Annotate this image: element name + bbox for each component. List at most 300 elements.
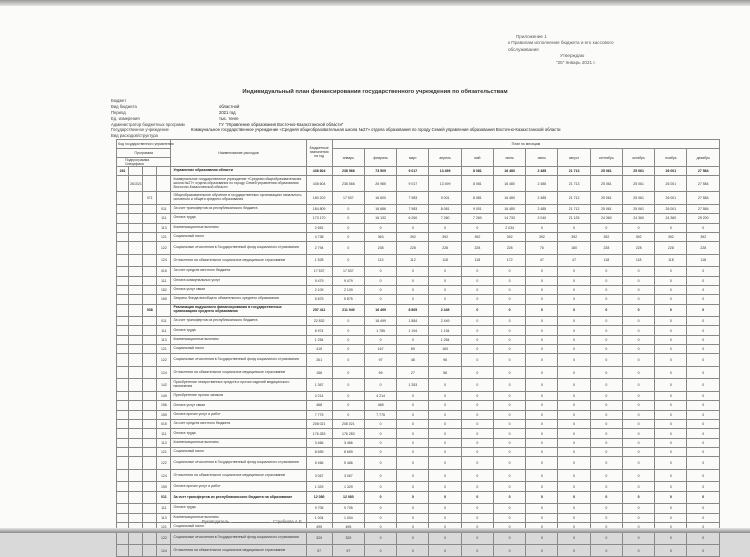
month-amount-cell: 0 xyxy=(461,223,493,232)
month-amount-cell: 76 xyxy=(526,242,558,255)
month-amount-cell: 0 xyxy=(461,410,493,419)
code-cell xyxy=(129,345,143,354)
table-row xyxy=(117,391,720,400)
month-amount-cell: 118 xyxy=(429,254,461,267)
code-cell: 122 xyxy=(157,242,171,255)
month-amount-cell: 0 xyxy=(493,335,525,344)
month-amount-cell: 1 194 xyxy=(429,326,461,335)
month-amount-cell: 0 xyxy=(397,438,429,447)
month-amount-cell: 392 xyxy=(397,232,429,241)
month-amount-cell: 1 329 xyxy=(332,482,364,491)
month-amount-cell: 0 xyxy=(558,379,590,392)
month-amount-cell: 0 xyxy=(655,326,687,335)
code-cell xyxy=(117,242,129,255)
meta-value: областной xyxy=(219,103,240,109)
code-cell xyxy=(117,482,129,491)
month-amount-cell: 0 xyxy=(558,295,590,304)
code-cell xyxy=(143,345,157,354)
month-amount-cell: 17 537 xyxy=(332,192,364,205)
code-cell xyxy=(143,354,157,367)
month-amount-cell: 0 xyxy=(364,295,396,304)
header-month: июнь xyxy=(493,149,525,167)
table-row xyxy=(117,176,720,192)
annual-amount-cell: 9 479 xyxy=(306,276,332,285)
expense-name-cell: Отчисления на обязательное социальное медицинское страхование xyxy=(171,366,306,379)
code-cell xyxy=(143,366,157,379)
month-amount-cell: 0 xyxy=(526,391,558,400)
month-amount-cell: 0 xyxy=(526,544,558,557)
month-amount-cell: 0 xyxy=(526,401,558,410)
month-amount-cell: 0 xyxy=(493,438,525,447)
meta-value: Коммунальное государственное учреждение «Средняя общеобразовательная школа №27» отдела образования по городу Семей управления образования Восточно-Казахстанской области xyxy=(191,127,561,133)
table-row xyxy=(117,254,720,267)
month-amount-cell: 0 xyxy=(622,276,654,285)
month-amount-cell: 0 xyxy=(429,295,461,304)
month-amount-cell: 0 xyxy=(590,267,622,276)
month-amount-cell: 2 485 xyxy=(526,167,558,176)
month-amount-cell: 0 xyxy=(364,457,396,470)
signature-block xyxy=(202,519,303,524)
month-amount-cell: 0 xyxy=(558,513,590,522)
code-cell xyxy=(129,204,143,213)
code-cell xyxy=(117,429,129,438)
month-amount-cell: 0 xyxy=(429,532,461,545)
month-amount-cell: 0 xyxy=(590,457,622,470)
month-amount-cell: 0 xyxy=(687,354,720,367)
month-amount-cell: 27 584 xyxy=(687,167,720,176)
month-amount-cell: 0 xyxy=(590,513,622,522)
annual-amount-cell: 436 604 xyxy=(306,176,332,192)
month-amount-cell: 0 xyxy=(590,335,622,344)
month-amount-cell: 1 194 xyxy=(397,326,429,335)
code-cell xyxy=(117,544,129,557)
month-amount-cell: 0 xyxy=(493,317,525,326)
month-amount-cell: 97 xyxy=(364,354,396,367)
month-amount-cell: 0 xyxy=(655,317,687,326)
month-amount-cell: 0 xyxy=(526,438,558,447)
month-amount-cell: 0 xyxy=(558,354,590,367)
month-amount-cell: 0 xyxy=(493,366,525,379)
month-amount-cell: 0 xyxy=(461,420,493,429)
month-amount-cell: 0 xyxy=(655,457,687,470)
month-amount-cell: 0 xyxy=(493,276,525,285)
month-amount-cell: 118 xyxy=(461,254,493,267)
month-amount-cell: 0 xyxy=(493,513,525,522)
expense-name-cell: Оплата труда xyxy=(171,504,306,513)
month-amount-cell: 0 xyxy=(558,410,590,419)
month-amount-cell: 0 xyxy=(429,401,461,410)
month-amount-cell: 0 xyxy=(558,429,590,438)
month-amount-cell: 2 040 xyxy=(526,214,558,223)
month-amount-cell: 228 xyxy=(687,242,720,255)
month-amount-cell: 228 xyxy=(397,242,429,255)
code-cell xyxy=(117,345,129,354)
code-cell xyxy=(157,176,171,192)
month-amount-cell: 0 xyxy=(493,420,525,429)
month-amount-cell: 0 xyxy=(332,317,364,326)
month-amount-cell: 0 xyxy=(655,366,687,379)
month-amount-cell: 0 xyxy=(590,295,622,304)
month-amount-cell: 13 499 xyxy=(429,167,461,176)
month-amount-cell: 0 xyxy=(332,223,364,232)
code-cell xyxy=(117,457,129,470)
code-cell: 121 xyxy=(157,345,171,354)
month-amount-cell: 0 xyxy=(397,469,429,482)
month-amount-cell: 0 xyxy=(655,420,687,429)
month-amount-cell: 0 xyxy=(558,304,590,317)
month-amount-cell: 0 xyxy=(429,267,461,276)
expense-name-cell: Социальный налог xyxy=(171,448,306,457)
month-amount-cell: 0 xyxy=(622,401,654,410)
code-cell xyxy=(143,254,157,267)
month-amount-cell: 8 081 xyxy=(429,204,461,213)
signature-line xyxy=(232,522,270,523)
code-cell xyxy=(117,276,129,285)
month-amount-cell: 0 xyxy=(526,366,558,379)
month-amount-cell: 0 xyxy=(461,401,493,410)
month-amount-cell: 0 xyxy=(590,448,622,457)
month-amount-cell: 5 466 xyxy=(332,457,364,470)
month-amount-cell: 0 xyxy=(590,345,622,354)
month-amount-cell: 5 875 xyxy=(332,295,364,304)
code-cell xyxy=(117,391,129,400)
code-cell xyxy=(117,420,129,429)
month-amount-cell: 228 xyxy=(590,242,622,255)
table-row xyxy=(117,410,720,419)
month-amount-cell: 468 xyxy=(364,401,396,410)
month-amount-cell: 0 xyxy=(526,317,558,326)
code-cell xyxy=(117,326,129,335)
annual-amount-cell: 12 080 xyxy=(306,491,332,504)
month-amount-cell: 0 xyxy=(622,379,654,392)
table-row xyxy=(117,167,720,176)
code-cell xyxy=(143,204,157,213)
table-row xyxy=(117,366,720,379)
code-cell: 113 xyxy=(157,335,171,344)
month-amount-cell: 8 081 xyxy=(461,167,493,176)
code-cell xyxy=(117,366,129,379)
code-cell xyxy=(143,429,157,438)
meta-label: Период xyxy=(111,109,126,115)
month-amount-cell: 0 xyxy=(687,448,720,457)
header-month: ноябрь xyxy=(655,149,687,167)
month-amount-cell: 0 xyxy=(655,379,687,392)
meta-label: Бюджет xyxy=(111,98,127,103)
month-amount-cell: 0 xyxy=(687,491,720,504)
month-amount-cell: 0 xyxy=(622,317,654,326)
month-amount-cell: 0 xyxy=(332,214,364,223)
month-amount-cell: 89 xyxy=(397,345,429,354)
month-amount-cell: 118 xyxy=(590,254,622,267)
month-amount-cell: 0 xyxy=(461,285,493,294)
month-amount-cell: 0 xyxy=(655,401,687,410)
month-amount-cell: 0 xyxy=(655,295,687,304)
annual-amount-cell: 22 832 xyxy=(306,317,332,326)
table-row xyxy=(117,192,720,205)
header-plan: План по месяцам xyxy=(332,140,719,149)
annual-amount-cell: 97 xyxy=(306,544,332,557)
month-amount-cell: 0 xyxy=(590,482,622,491)
month-amount-cell: 0 xyxy=(461,504,493,513)
month-amount-cell: 0 xyxy=(590,544,622,557)
month-amount-cell: 0 xyxy=(655,285,687,294)
month-amount-cell: 0 xyxy=(622,391,654,400)
month-amount-cell: 0 xyxy=(526,304,558,317)
code-cell xyxy=(143,448,157,457)
month-amount-cell: 0 xyxy=(622,420,654,429)
month-amount-cell: 0 xyxy=(622,304,654,317)
month-amount-cell: 0 xyxy=(397,544,429,557)
month-amount-cell: 0 xyxy=(558,448,590,457)
month-amount-cell: 0 xyxy=(461,295,493,304)
code-cell xyxy=(129,366,143,379)
code-cell xyxy=(129,401,143,410)
month-amount-cell: 0 xyxy=(687,304,720,317)
document-title: Индивидуальный план финансирования государственного учреждения по обязательствам xyxy=(242,89,508,95)
month-amount-cell: 16 480 xyxy=(493,176,525,192)
annex-label: Приложение 1 xyxy=(516,34,547,39)
code-cell xyxy=(129,276,143,285)
month-amount-cell: 0 xyxy=(526,504,558,513)
month-amount-cell: 0 xyxy=(429,379,461,392)
code-cell xyxy=(143,267,157,276)
month-amount-cell: 0 xyxy=(687,335,720,344)
month-amount-cell: 0 xyxy=(493,285,525,294)
month-amount-cell: 0 xyxy=(429,410,461,419)
annual-amount-cell: 180 202 xyxy=(306,192,332,205)
month-amount-cell: 0 xyxy=(461,438,493,447)
month-amount-cell: 0 xyxy=(655,391,687,400)
month-amount-cell: 0 xyxy=(461,379,493,392)
code-cell xyxy=(129,295,143,304)
code-cell: 111 xyxy=(157,429,171,438)
expense-name-cell: Компенсационные выплаты xyxy=(171,223,306,232)
month-amount-cell: 0 xyxy=(526,345,558,354)
expense-name-cell: За счет трансфертов из республиканского бюджета xyxy=(171,317,306,326)
table-row xyxy=(117,482,720,491)
code-cell xyxy=(117,469,129,482)
month-amount-cell: 392 xyxy=(429,232,461,241)
month-amount-cell: 0 xyxy=(526,410,558,419)
month-amount-cell: 26 001 xyxy=(655,176,687,192)
month-amount-cell: 16 480 xyxy=(493,167,525,176)
table-row xyxy=(117,469,720,482)
month-amount-cell: 0 xyxy=(493,457,525,470)
code-cell: 124 xyxy=(157,469,171,482)
month-amount-cell: 0 xyxy=(590,223,622,232)
expense-name-cell: Оплата труда xyxy=(171,214,306,223)
annual-amount-cell: 7 775 xyxy=(306,410,332,419)
month-amount-cell: 1 004 xyxy=(332,513,364,522)
code-cell: 159 xyxy=(157,410,171,419)
code-cell xyxy=(143,420,157,429)
table-row xyxy=(117,491,720,504)
month-amount-cell: 0 xyxy=(687,391,720,400)
expense-name-cell: Приобретение лекарственных средств и прочих изделий медицинского назначения xyxy=(171,379,306,392)
code-cell xyxy=(117,192,129,205)
code-cell xyxy=(117,295,129,304)
annex-line-1: к Правилам исполнения бюджета и его кассового xyxy=(508,40,614,46)
annual-amount-cell: 257 411 xyxy=(306,304,332,317)
code-cell xyxy=(117,267,129,276)
month-amount-cell: 16 600 xyxy=(364,192,396,205)
month-amount-cell: 0 xyxy=(558,267,590,276)
month-amount-cell: 0 xyxy=(526,285,558,294)
month-amount-cell: 0 xyxy=(622,482,654,491)
month-amount-cell: 0 xyxy=(429,544,461,557)
month-amount-cell: 0 xyxy=(590,438,622,447)
month-amount-cell: 0 xyxy=(364,469,396,482)
month-amount-cell: 0 xyxy=(687,366,720,379)
month-amount-cell: 0 xyxy=(687,457,720,470)
month-amount-cell: 9 705 xyxy=(332,504,364,513)
code-cell: 156 xyxy=(157,401,171,410)
month-amount-cell: 24 360 xyxy=(655,214,687,223)
month-amount-cell: 0 xyxy=(687,438,720,447)
month-amount-cell: 9 479 xyxy=(332,276,364,285)
month-amount-cell: 0 xyxy=(558,391,590,400)
month-amount-cell: 0 xyxy=(622,285,654,294)
month-amount-cell: 0 xyxy=(493,544,525,557)
code-cell xyxy=(117,438,129,447)
month-amount-cell: 3 466 xyxy=(332,438,364,447)
month-amount-cell: 0 xyxy=(558,469,590,482)
month-amount-cell: 228 xyxy=(461,242,493,255)
header-month: март xyxy=(397,149,429,167)
annual-amount-cell: 5 466 xyxy=(306,457,332,470)
month-amount-cell: 0 xyxy=(397,513,429,522)
month-amount-cell: 0 xyxy=(332,326,364,335)
month-amount-cell: 4 214 xyxy=(364,391,396,400)
approved-label: Утверждаю xyxy=(560,53,585,59)
code-cell xyxy=(117,285,129,294)
code-cell xyxy=(143,391,157,400)
annual-amount-cell: 184 809 xyxy=(306,204,332,213)
month-amount-cell: 0 xyxy=(397,391,429,400)
month-amount-cell: 0 xyxy=(397,482,429,491)
expense-name-cell: Оплата коммунальных услуг xyxy=(171,276,306,285)
month-amount-cell: 0 xyxy=(687,285,720,294)
month-amount-cell: 96 xyxy=(429,354,461,367)
code-cell: 111 xyxy=(157,276,171,285)
month-amount-cell: 0 xyxy=(526,457,558,470)
code-cell xyxy=(129,429,143,438)
expense-name-cell: Оплата услуг связи xyxy=(171,401,306,410)
month-amount-cell: 0 xyxy=(397,429,429,438)
code-cell xyxy=(129,438,143,447)
code-cell xyxy=(143,242,157,255)
code-cell xyxy=(117,410,129,419)
month-amount-cell: 0 xyxy=(622,544,654,557)
month-amount-cell: 0 xyxy=(526,532,558,545)
annual-amount-cell: 329 xyxy=(306,532,332,545)
month-amount-cell: 0 xyxy=(655,469,687,482)
code-cell xyxy=(157,192,171,205)
month-amount-cell: 392 xyxy=(687,232,720,241)
code-cell xyxy=(129,192,143,205)
code-cell xyxy=(143,410,157,419)
header-program: Программа xyxy=(117,149,171,158)
month-amount-cell: 0 xyxy=(332,335,364,344)
month-amount-cell: 0 xyxy=(558,401,590,410)
code-cell: 015 xyxy=(157,420,171,429)
month-amount-cell: 238 566 xyxy=(332,167,364,176)
month-amount-cell: 0 xyxy=(590,354,622,367)
code-cell xyxy=(129,317,143,326)
code-cell xyxy=(129,391,143,400)
month-amount-cell: 7 775 xyxy=(364,410,396,419)
month-amount-cell: 0 xyxy=(526,267,558,276)
month-amount-cell: 2 485 xyxy=(526,204,558,213)
code-cell xyxy=(117,354,129,367)
month-amount-cell: 392 xyxy=(526,232,558,241)
month-amount-cell: 0 xyxy=(526,335,558,344)
month-amount-cell: 97 xyxy=(332,544,364,557)
month-amount-cell: 0 xyxy=(687,532,720,545)
month-amount-cell: 0 xyxy=(493,401,525,410)
code-cell xyxy=(143,544,157,557)
month-amount-cell: 1 884 xyxy=(397,317,429,326)
code-cell xyxy=(129,513,143,522)
month-amount-cell: 9 017 xyxy=(397,167,429,176)
month-amount-cell: 0 xyxy=(687,513,720,522)
code-cell xyxy=(143,491,157,504)
month-amount-cell: 0 xyxy=(526,420,558,429)
code-cell xyxy=(129,491,143,504)
signature-label: Руководитель xyxy=(202,519,229,524)
expense-name-cell: За счет средств местного бюджета xyxy=(171,420,306,429)
month-amount-cell: 24 360 xyxy=(590,214,622,223)
month-amount-cell: 0 xyxy=(590,420,622,429)
month-amount-cell: 0 xyxy=(332,204,364,213)
header-month: январь xyxy=(332,149,364,167)
month-amount-cell: 0 xyxy=(687,544,720,557)
month-amount-cell: 0 xyxy=(590,366,622,379)
month-amount-cell: 0 xyxy=(493,354,525,367)
month-amount-cell: 0 xyxy=(397,295,429,304)
annual-amount-cell: 261 xyxy=(306,354,332,367)
month-amount-cell: 0 xyxy=(622,345,654,354)
month-amount-cell: 0 xyxy=(558,223,590,232)
approval-date: "25" январь 2021 г. xyxy=(556,59,596,65)
month-amount-cell: 12 080 xyxy=(332,491,364,504)
month-amount-cell: 8 805 xyxy=(397,304,429,317)
month-amount-cell: 25 061 xyxy=(622,204,654,213)
month-amount-cell: 0 xyxy=(493,491,525,504)
month-amount-cell: 0 xyxy=(558,532,590,545)
code-cell: 122 xyxy=(157,354,171,367)
code-cell: 111 xyxy=(157,326,171,335)
month-amount-cell: 0 xyxy=(622,267,654,276)
month-amount-cell: 16 686 xyxy=(364,204,396,213)
table-row xyxy=(117,379,720,392)
month-amount-cell: 0 xyxy=(687,379,720,392)
month-amount-cell: 0 xyxy=(590,532,622,545)
month-amount-cell: 0 xyxy=(397,420,429,429)
month-amount-cell: 211 949 xyxy=(332,304,364,317)
month-amount-cell: 0 xyxy=(493,532,525,545)
month-amount-cell: 24 360 xyxy=(622,214,654,223)
month-amount-cell: 392 xyxy=(590,232,622,241)
month-amount-cell: 0 xyxy=(332,242,364,255)
code-cell: 261021 xyxy=(129,176,143,192)
code-cell xyxy=(129,482,143,491)
table-row xyxy=(117,204,720,213)
code-cell xyxy=(129,214,143,223)
financing-plan-table xyxy=(116,139,720,557)
month-amount-cell: 0 xyxy=(332,254,364,267)
meta-value: ГУ "Управление образования Восточно-Казахстанской области" xyxy=(219,121,344,127)
